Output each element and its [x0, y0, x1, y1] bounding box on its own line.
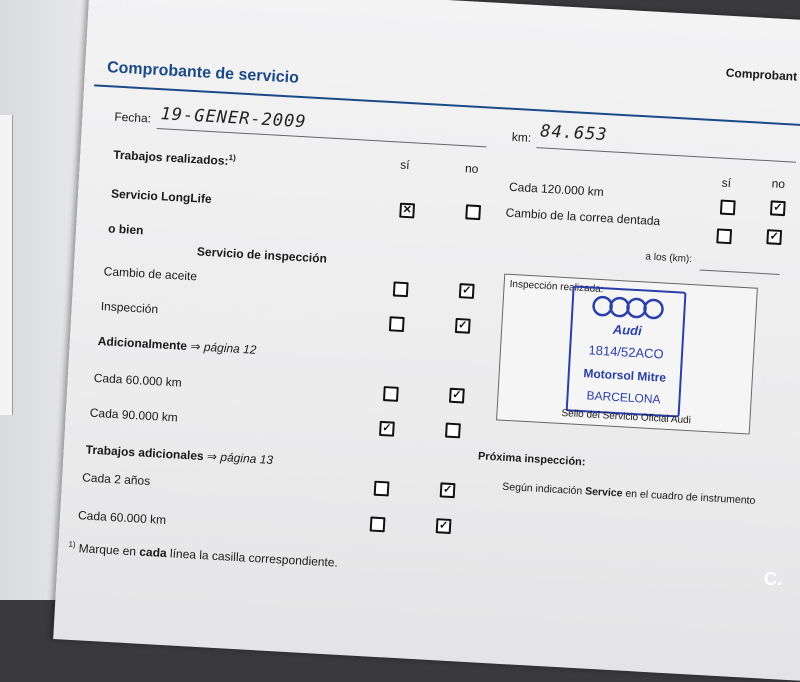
col-si-header-right: sí — [721, 175, 732, 191]
row-correa-label: Cambio de la correa dentada — [505, 205, 661, 229]
inspeccion-realizada-label: Inspección realizada: — [509, 278, 604, 296]
adicionalmente-label: Adicionalmente ⇒ página 12 — [97, 334, 257, 357]
next-page-title: Comprobant — [725, 65, 798, 84]
row-60000-label: Cada 60.000 km — [93, 370, 183, 390]
row-90000-label: Cada 90.000 km — [89, 405, 179, 425]
checkbox-aceite-si[interactable] — [393, 281, 409, 297]
checkbox-120000-no[interactable]: ✓ — [770, 200, 786, 216]
footnote: $^{1)}$ Marque en cada línea la casilla correspondiente. — [68, 539, 339, 570]
fecha-value: 19-GENER-2009 — [160, 104, 308, 133]
a-los-km-line — [700, 269, 780, 274]
page-title: Comprobante de servicio — [106, 59, 300, 87]
checkbox-90000-no[interactable] — [445, 423, 461, 439]
trabajos-adicionales-label: Trabajos adicionales ⇒ página 13 — [85, 442, 274, 467]
stamp-code: 1814/52ACO — [588, 342, 665, 362]
checkbox-longlife-no[interactable] — [465, 204, 481, 220]
col-no-header: no — [464, 161, 479, 176]
checkbox-2anos-si[interactable] — [374, 481, 390, 497]
row-2anos-label: Cada 2 años — [81, 470, 151, 489]
checkbox-60000-no[interactable]: ✓ — [449, 388, 465, 404]
sello-label: Sello del Servicio Oficial Audi — [561, 408, 692, 427]
fecha-line — [157, 128, 487, 147]
a-los-km-label: a los (km): — [645, 251, 693, 266]
o-bien-label: o bien — [107, 221, 144, 238]
km-value: 84.653 — [539, 121, 609, 146]
checkbox-inspeccion-no[interactable]: ✓ — [455, 318, 471, 334]
stamp-brand: Audi — [612, 321, 643, 339]
row-60000b-label: Cada 60.000 km — [77, 508, 167, 528]
left-page-edge — [0, 115, 13, 415]
checkbox-120000-si[interactable] — [720, 200, 736, 216]
trabajos-label: Trabajos realizados:$^{1)}$ — [112, 147, 237, 169]
checkbox-correa-no[interactable]: ✓ — [766, 229, 782, 245]
row-aceite-label: Cambio de aceite — [103, 264, 198, 284]
checkbox-longlife-si[interactable]: ✕ — [399, 203, 415, 219]
col-si-header: sí — [399, 157, 410, 173]
proxima-label: Próxima inspección: — [477, 450, 586, 469]
fecha-label: Fecha: — [114, 109, 152, 126]
km-label: km: — [511, 129, 532, 145]
watermark-mark: C. — [764, 569, 782, 589]
col-no-header-right: no — [771, 176, 786, 192]
checkbox-2anos-no[interactable]: ✓ — [440, 482, 456, 498]
service-booklet-page — [53, 0, 800, 681]
checkbox-correa-si[interactable] — [716, 228, 732, 244]
km-line — [536, 147, 796, 163]
dealer-stamp — [566, 285, 687, 417]
checkbox-90000-si[interactable]: ✓ — [379, 421, 395, 437]
segun-text: Según indicación Service en el cuadro de instrumento — [502, 480, 756, 507]
checkbox-inspeccion-si[interactable] — [389, 316, 405, 332]
inspection-stamp-box — [496, 274, 758, 435]
checkbox-60000b-no[interactable]: ✓ — [436, 518, 452, 534]
inspeccion-section-title: Servicio de inspección — [196, 244, 328, 266]
checkbox-60000-si[interactable] — [383, 386, 399, 402]
checkbox-60000b-si[interactable] — [370, 516, 386, 532]
row-longlife-label: Servicio LongLife — [110, 186, 213, 207]
stamp-city: BARCELONA — [586, 388, 661, 407]
row-120000-label: Cada 120.000 km — [508, 179, 605, 199]
stamp-dealer: Motorsol Mitre — [583, 366, 667, 385]
checkbox-aceite-no[interactable]: ✓ — [459, 283, 475, 299]
row-inspeccion-label: Inspección — [100, 299, 159, 317]
